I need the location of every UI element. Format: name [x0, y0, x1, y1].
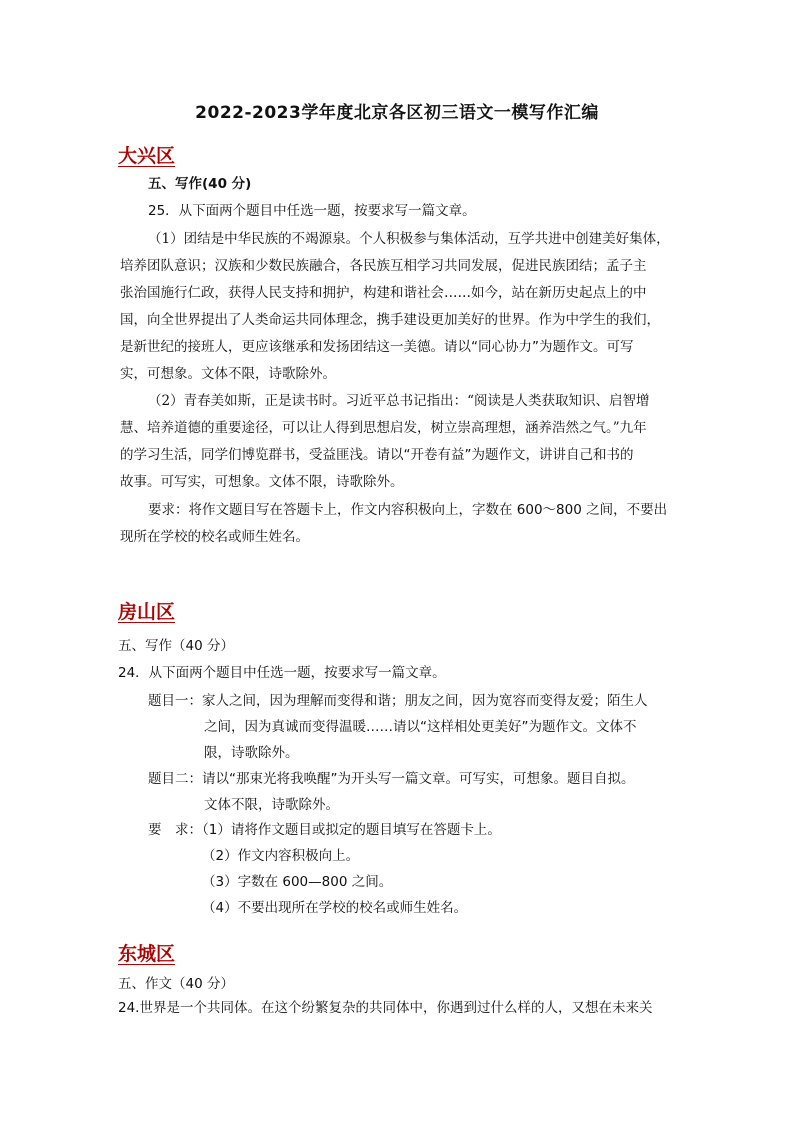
requirement-line: （4）不要出现所在学校的校名或师生姓名。: [202, 900, 468, 916]
paragraph-line: （1）团结是中华民族的不竭源泉。个人积极参与集体活动，互学共进中创建美好集体，: [148, 231, 670, 247]
district-heading-fangshan: 房山区: [118, 601, 176, 623]
document-title: 2022-2023学年度北京各区初三语文一模写作汇编: [195, 103, 599, 123]
question-prompt: 24．从下面两个题目中任选一题，按要求写一篇文章。: [118, 665, 446, 681]
paragraph-line: 的学习生活，同学们博览群书，受益匪浅。请以“开卷有益”为题作文，讲讲自己和书的: [120, 447, 634, 463]
paragraph-line: （2）青春美如斯，正是读书时。习近平总书记指出：“阅读是人类获取知识、启智增: [148, 393, 650, 409]
topic-line: 之间，因为真诚而变得温暖……请以“这样相处更美好”为题作文。文体不: [204, 719, 637, 735]
requirement-line: 要 求：（1）请将作文题目或拟定的题目填写在答题卡上。: [148, 822, 501, 838]
paragraph-line: 慧、培养道德的重要途径，可以让人得到思想启发，树立崇高理想，涵养浩然之气。”九年: [120, 420, 647, 436]
question-prompt: 24.世界是一个共同体。在这个纷繁复杂的共同体中，你遇到过什么样的人，又想在未来关: [118, 1000, 653, 1016]
topic-line: 题目二：请以“那束光将我唤醒”为开头写一篇文章。可写实，可想象。题目自拟。: [148, 771, 635, 787]
requirement-line: （3）字数在 600—800 之间。: [202, 874, 393, 890]
section-heading: 五、作文（40 分）: [118, 976, 234, 992]
paragraph-line: 是新世纪的接班人，更应该继承和发扬团结这一美德。请以“同心协力”为题作文。可写: [120, 339, 634, 355]
requirement-line: 要求：将作文题目写在答题卡上，作文内容积极向上，字数在 600～800 之间，不要出: [148, 502, 668, 518]
paragraph-line: 故事。可写实，可想象。文体不限，诗歌除外。: [120, 474, 404, 490]
question-prompt: 25．从下面两个题目中任选一题，按要求写一篇文章。: [148, 203, 476, 219]
topic-line: 题目一：家人之间，因为理解而变得和谐；朋友之间，因为宽容而变得友爱；陌生人: [148, 693, 648, 709]
district-heading-daxing: 大兴区: [118, 145, 176, 167]
requirement-line: 现所在学校的校名或师生姓名。: [120, 529, 309, 545]
section-heading: 五、写作(40 分): [148, 176, 252, 192]
section-heading: 五、写作（40 分）: [118, 638, 234, 654]
topic-line: 文体不限，诗歌除外。: [204, 797, 339, 813]
paragraph-line: 国，向全世界提出了人类命运共同体理念，携手建设更加美好的世界。作为中学生的我们，: [120, 312, 660, 328]
requirement-line: （2）作文内容积极向上。: [202, 848, 360, 864]
district-heading-dongcheng: 东城区: [118, 943, 176, 965]
paragraph-line: 张治国施行仁政，获得人民支持和拥护，构建和谐社会……如今，站在新历史起点上的中: [120, 285, 647, 301]
paragraph-line: 实，可想象。文体不限，诗歌除外。: [120, 366, 336, 382]
paragraph-line: 培养团队意识；汉族和少数民族融合，各民族互相学习共同发展，促进民族团结；孟子主: [120, 258, 647, 274]
topic-line: 限，诗歌除外。: [204, 745, 299, 761]
